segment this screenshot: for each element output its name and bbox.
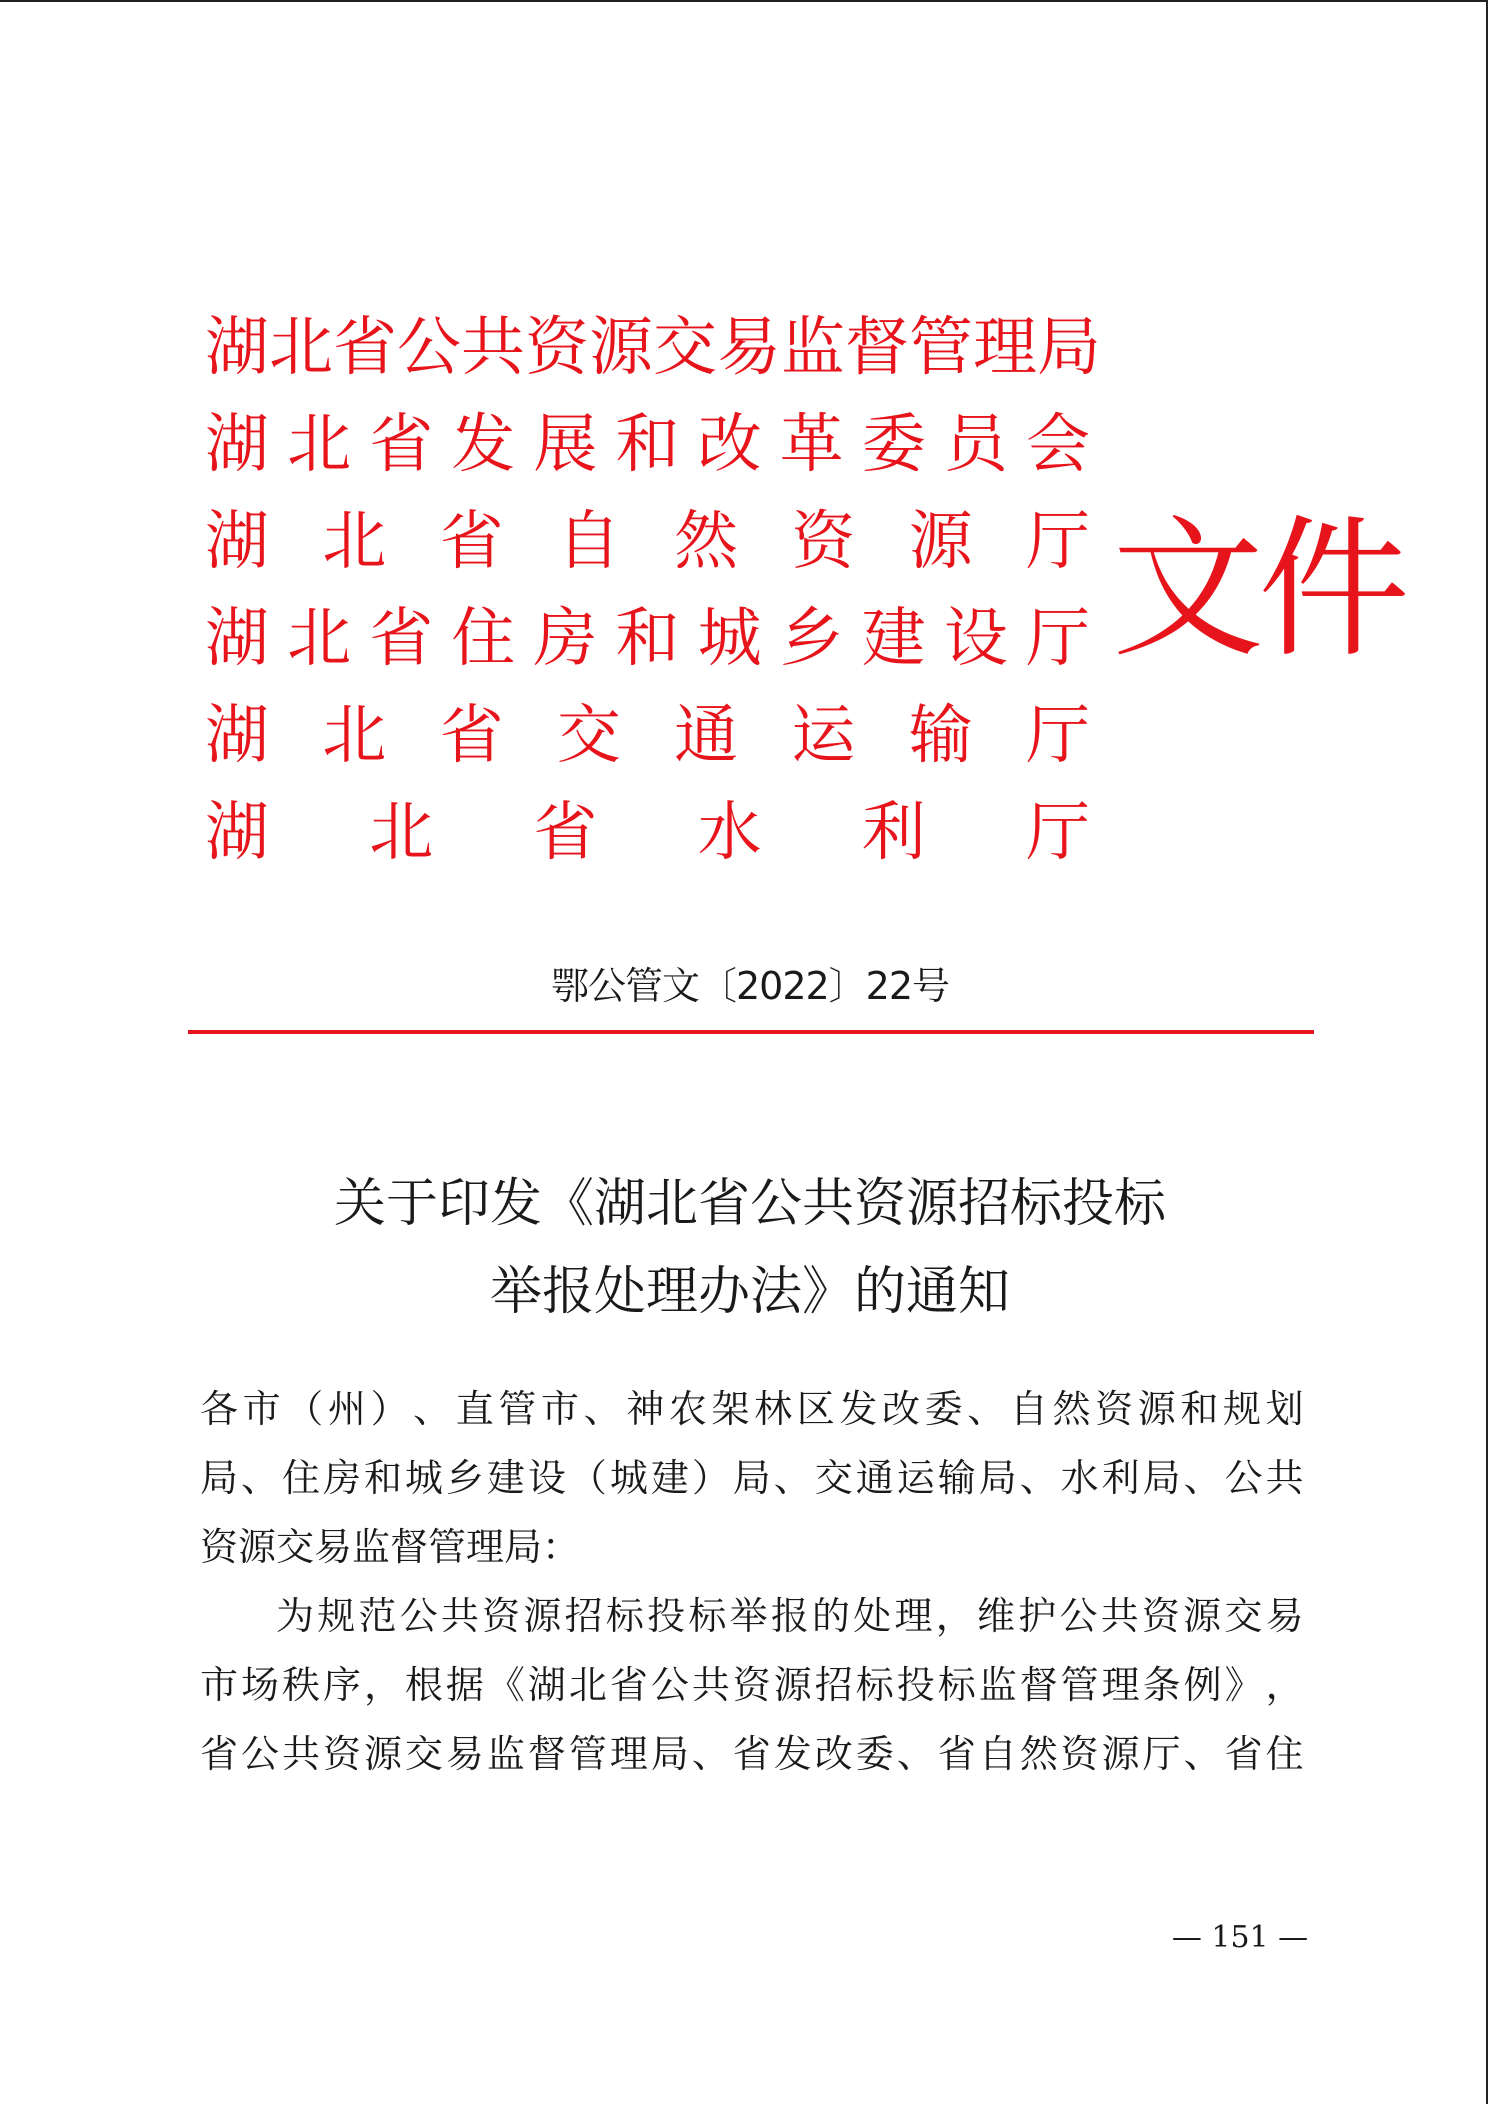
character: 省 — [732, 1732, 771, 1776]
character: 发 — [839, 1387, 878, 1431]
character: 公 — [650, 1663, 689, 1707]
character: 条 — [1142, 1663, 1181, 1707]
character: 神 — [626, 1387, 665, 1431]
character: 运 — [791, 699, 856, 773]
character: 、 — [773, 1456, 812, 1500]
character: 和 — [615, 602, 680, 676]
character: 住 — [281, 1456, 320, 1500]
character: 然 — [1052, 1387, 1091, 1431]
character: 维 — [976, 1594, 1015, 1638]
issuer-line — [205, 688, 1090, 785]
character: 标 — [855, 1663, 894, 1707]
character: 例 — [1183, 1663, 1222, 1707]
character: 住 — [1265, 1732, 1304, 1776]
body-line — [200, 1720, 1304, 1789]
character: 市 — [541, 1387, 580, 1431]
character: 输 — [908, 699, 973, 773]
character: 自 — [978, 1732, 1017, 1776]
character: 各 — [200, 1387, 239, 1431]
character: 资 — [1095, 1387, 1134, 1431]
character: 资 — [791, 505, 856, 579]
character: 易 — [445, 1732, 484, 1776]
character: 督 — [845, 311, 909, 385]
character: 然 — [1019, 1732, 1058, 1776]
body-line — [200, 1444, 1304, 1513]
character: 处 — [853, 1594, 892, 1638]
character: 湖 — [205, 699, 269, 773]
character: 展 — [533, 408, 598, 482]
character: 据 — [445, 1663, 484, 1707]
character: 北 — [322, 505, 387, 579]
character: 通 — [855, 1456, 894, 1500]
character: ， — [1265, 1663, 1304, 1707]
character: 源 — [589, 311, 653, 385]
page-number: — 151 — — [1171, 1920, 1309, 1955]
character: 护 — [1018, 1594, 1057, 1638]
character: 公 — [1059, 1594, 1098, 1638]
character: 北 — [287, 602, 352, 676]
title-line: 关于印发《湖北省公共资源招标投标 — [333, 1174, 1166, 1234]
issuing-agencies — [205, 300, 1101, 882]
character: 管 — [498, 1387, 537, 1431]
character: 、 — [240, 1456, 279, 1500]
character: 省 — [937, 1732, 976, 1776]
document-body — [200, 1375, 1304, 1789]
character: 源 — [908, 505, 973, 579]
issuer-line — [205, 397, 1090, 494]
character: 公 — [397, 311, 461, 385]
character: 北 — [287, 408, 352, 482]
character: 理 — [609, 1732, 648, 1776]
body-line — [200, 1651, 1304, 1720]
character: 、 — [967, 1387, 1006, 1431]
character: 房 — [533, 602, 598, 676]
character: 省 — [609, 1663, 648, 1707]
character: 州 — [327, 1387, 366, 1431]
character: 公 — [240, 1732, 279, 1776]
character: 、 — [1019, 1456, 1058, 1500]
character: 和 — [1180, 1387, 1219, 1431]
character: 标 — [937, 1663, 976, 1707]
character: 局 — [978, 1456, 1017, 1500]
character: 资 — [525, 311, 589, 385]
character: 易 — [717, 311, 781, 385]
character: 理 — [1101, 1663, 1140, 1707]
character: 省 — [200, 1732, 239, 1776]
character: 、 — [413, 1387, 452, 1431]
document-header-word: 文件 — [1112, 501, 1404, 678]
character: 省 — [369, 408, 434, 482]
character: 场 — [240, 1663, 279, 1707]
character: 发 — [451, 408, 516, 482]
character: 监 — [781, 311, 845, 385]
character: 共 — [281, 1732, 320, 1776]
character: 理 — [973, 311, 1037, 385]
character: 》 — [1224, 1663, 1263, 1707]
character: 北 — [269, 311, 333, 385]
issuer-line — [205, 300, 1101, 397]
character: 林 — [754, 1387, 793, 1431]
character: 局 — [650, 1732, 689, 1776]
character: ， — [935, 1594, 974, 1638]
character: 序 — [322, 1663, 361, 1707]
character: 共 — [1100, 1594, 1139, 1638]
character: 改 — [814, 1732, 853, 1776]
body-line — [200, 1375, 1304, 1444]
character: 水 — [697, 796, 762, 870]
character: 的 — [812, 1594, 851, 1638]
character: 划 — [1265, 1387, 1304, 1431]
character: 资 — [1141, 1594, 1180, 1638]
character: （ — [285, 1387, 324, 1431]
character: 源 — [773, 1663, 812, 1707]
character: 建 — [650, 1456, 689, 1500]
character: 省 — [439, 699, 504, 773]
character: 乡 — [779, 602, 844, 676]
character: 农 — [668, 1387, 707, 1431]
character: 自 — [556, 505, 621, 579]
character: 通 — [674, 699, 739, 773]
character: （ — [568, 1456, 607, 1500]
character: 局 — [1037, 311, 1101, 385]
character: 共 — [461, 311, 525, 385]
character: 源 — [1101, 1732, 1140, 1776]
character: 改 — [882, 1387, 921, 1431]
character: 公 — [399, 1594, 438, 1638]
character: 利 — [861, 796, 926, 870]
character: 架 — [711, 1387, 750, 1431]
character: 范 — [358, 1594, 397, 1638]
character: 监 — [486, 1732, 525, 1776]
body-line: 资源交易监督管理局： — [200, 1525, 581, 1569]
character: 报 — [770, 1594, 809, 1638]
character: 省 — [1224, 1732, 1263, 1776]
character: 交 — [556, 699, 621, 773]
character: 局 — [732, 1456, 771, 1500]
character: 督 — [527, 1732, 566, 1776]
character: 秩 — [281, 1663, 320, 1707]
character: 标 — [605, 1594, 644, 1638]
character: 和 — [615, 408, 680, 482]
character: 省 — [439, 505, 504, 579]
character: 革 — [779, 408, 844, 482]
character: 湖 — [527, 1663, 566, 1707]
page-border-top — [0, 0, 1488, 2]
character: 共 — [691, 1663, 730, 1707]
character: 、 — [1183, 1732, 1222, 1776]
issuer-line — [205, 494, 1090, 591]
character: 为 — [276, 1594, 315, 1638]
character: 北 — [369, 796, 434, 870]
character: 运 — [896, 1456, 935, 1500]
character: 湖 — [205, 505, 269, 579]
character: 建 — [861, 602, 926, 676]
character: 交 — [814, 1456, 853, 1500]
character: 省 — [333, 311, 397, 385]
character: 房 — [322, 1456, 361, 1500]
character: 共 — [1265, 1456, 1304, 1500]
character: 根 — [404, 1663, 443, 1707]
character: 湖 — [205, 311, 269, 385]
character: 湖 — [205, 602, 269, 676]
red-divider-line — [188, 1030, 1314, 1034]
character: 会 — [1025, 408, 1090, 482]
character: 员 — [943, 408, 1008, 482]
character: 水 — [1060, 1456, 1099, 1500]
character: 资 — [322, 1732, 361, 1776]
character: 厅 — [1142, 1732, 1181, 1776]
character: 省 — [533, 796, 598, 870]
character: 交 — [1224, 1594, 1263, 1638]
character: 改 — [697, 408, 762, 482]
character: ） — [370, 1387, 409, 1431]
character: 城 — [609, 1456, 648, 1500]
character: 乡 — [445, 1456, 484, 1500]
character: 市 — [242, 1387, 281, 1431]
character: 《 — [486, 1663, 525, 1707]
character: 理 — [894, 1594, 933, 1638]
character: 源 — [363, 1732, 402, 1776]
character: 易 — [1265, 1594, 1304, 1638]
character: 厅 — [1025, 796, 1090, 870]
character: 城 — [697, 602, 762, 676]
character: 共 — [440, 1594, 479, 1638]
character: 资 — [1060, 1732, 1099, 1776]
document-number: 鄂公管文〔2022〕22号 — [550, 964, 950, 1008]
character: 市 — [200, 1663, 239, 1707]
character: 设 — [943, 602, 1008, 676]
character: 管 — [568, 1732, 607, 1776]
character: 、 — [1183, 1456, 1222, 1500]
character: 北 — [322, 699, 387, 773]
character: 资 — [482, 1594, 521, 1638]
character: 举 — [729, 1594, 768, 1638]
character: 投 — [896, 1663, 935, 1707]
character: 管 — [1060, 1663, 1099, 1707]
character: 设 — [527, 1456, 566, 1500]
issuer-line — [205, 785, 1090, 882]
character: 委 — [861, 408, 926, 482]
character: ） — [691, 1456, 730, 1500]
character: 招 — [564, 1594, 603, 1638]
character: 发 — [773, 1732, 812, 1776]
character: ， — [363, 1663, 402, 1707]
character: 自 — [1009, 1387, 1048, 1431]
character: 建 — [486, 1456, 525, 1500]
character: 湖 — [205, 796, 269, 870]
character: 区 — [796, 1387, 835, 1431]
character: 然 — [674, 505, 739, 579]
character: 厅 — [1025, 699, 1090, 773]
character: 源 — [1137, 1387, 1176, 1431]
character: 规 — [317, 1594, 356, 1638]
character: 交 — [653, 311, 717, 385]
character: 、 — [691, 1732, 730, 1776]
character: 投 — [647, 1594, 686, 1638]
character: 厅 — [1025, 602, 1090, 676]
character: 省 — [369, 602, 434, 676]
character: 、 — [896, 1732, 935, 1776]
character: 局 — [1142, 1456, 1181, 1500]
character: 局 — [200, 1456, 239, 1500]
character: 管 — [909, 311, 973, 385]
body-line — [200, 1582, 1304, 1651]
character: 城 — [404, 1456, 443, 1500]
character: 源 — [1183, 1594, 1222, 1638]
character: 厅 — [1025, 505, 1090, 579]
character: 招 — [814, 1663, 853, 1707]
character: 资 — [732, 1663, 771, 1707]
character: 公 — [1224, 1456, 1263, 1500]
title-line: 举报处理办法》的通知 — [489, 1262, 1010, 1322]
character: 督 — [1019, 1663, 1058, 1707]
character: 交 — [404, 1732, 443, 1776]
character: 委 — [855, 1732, 894, 1776]
character: 湖 — [205, 408, 269, 482]
character: 源 — [523, 1594, 562, 1638]
character: 直 — [455, 1387, 494, 1431]
character: 、 — [583, 1387, 622, 1431]
character: 和 — [363, 1456, 402, 1500]
document-title — [0, 1160, 1488, 1336]
character: 规 — [1223, 1387, 1262, 1431]
character: 委 — [924, 1387, 963, 1431]
character: 标 — [688, 1594, 727, 1638]
character: 输 — [937, 1456, 976, 1500]
issuer-line — [205, 591, 1090, 688]
character: 利 — [1101, 1456, 1140, 1500]
character: 住 — [451, 602, 516, 676]
character: 北 — [568, 1663, 607, 1707]
character: 监 — [978, 1663, 1017, 1707]
